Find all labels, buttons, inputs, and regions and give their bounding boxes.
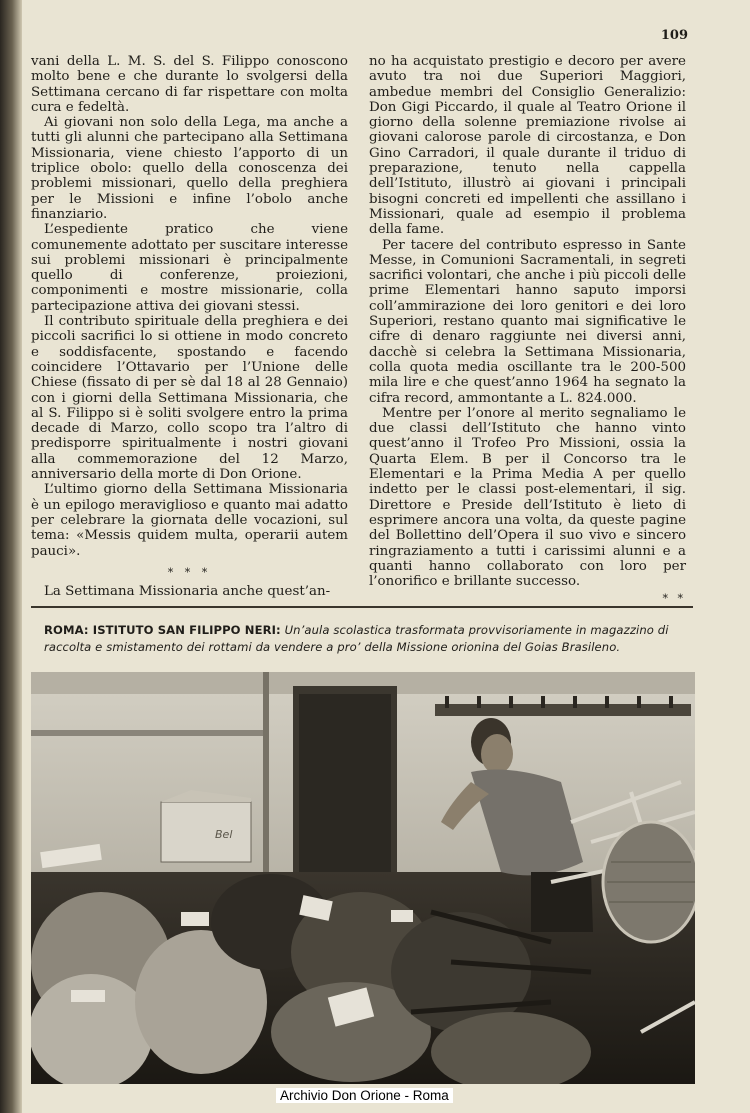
- paragraph: no ha acquistato prestigio e decoro per avere avuto tra noi due Superiori Maggiori, ambedue membri del Consiglio Generalizio: Don Gigi Piccardo, il quale al Teatro Orione il giorno della solenne premiazione rivolse ai giovani calorose parole di circostanza, e Don Gino Carradori, il quale durante il triduo di preparazione, tenuto nella cappella dell’Istituto, illustrò ai giovani i principali bisogni concreti ed impellenti che assillano i Missionari, quale ad esempio il problema della fame.: [369, 54, 686, 238]
- page-number: 109: [660, 28, 688, 43]
- section-separator: * * *: [167, 565, 212, 579]
- paragraph: Mentre per l’onore al merito segnaliamo le due classi dell’Istituto che hanno vinto quest’anno il Trofeo Pro Missioni, ossia la Quarta Elem. B per il Concorso tra le Elementari e la Prima Media A per quello indetto per le classi post-elementari, il sig. Direttore e Preside dell’Istituto è lieto di esprimere ancora una volta, da queste pagine del Bollettino dell’Opera il suo vivo e sincero ringraziamento a tutti i carissimi alunni e a quanti hanno collaborato con loro per l’onorifico e brillante successo.: [369, 405, 686, 590]
- photo-caption: [44, 622, 694, 656]
- paragraph: La Settimana Missionaria anche quest’an-: [44, 584, 331, 600]
- section-divider: [31, 606, 693, 608]
- paragraph: L’ultimo giorno della Settimana Missionaria è un epilogo meraviglioso e quanto mai adatto per celebrare la giornata delle vocazioni, sul tema: «Messis quidem multa, operarii autem pauci».: [31, 482, 348, 559]
- right-column: [369, 54, 686, 607]
- photo-illustration: [31, 672, 695, 1084]
- caption-heading: ROMA: ISTITUTO SAN FILIPPO NERI:: [44, 623, 281, 637]
- end-mark: * *: [662, 592, 686, 606]
- paragraph: vani della L. M. S. del S. Filippo conoscono molto bene e che durante lo svolgersi della Settimana cercano di far rispettare con molta cura e fedeltà.: [31, 54, 348, 115]
- paragraph: Il contributo spirituale della preghiera e dei piccoli sacrifici lo si ottiene in modo concreto e soddisfacente, spostando e facendo coincidere l’Ottavario per l’Unione delle Chiese (fissato di per sè dal 18 al 28 Gennaio) con i giorni della Settimana Missionaria, che al S. Filippo si è soliti svolgere entro la prima decade di Marzo, collo scopo tra l’altro di predisporre spiritualmente i nostri giovani alla commemorazione del 12 Marzo, anniversario della morte di Don Orione.: [31, 314, 348, 483]
- box-label: Bel: [215, 828, 233, 841]
- paragraph: Per tacere del contributo espresso in Sante Messe, in Comunioni Sacramentali, in segreti sacrifici volontari, che anche i più piccoli delle prime Elementari hanno saputo imporsi coll’ammirazione dei loro genitori e dei loro Superiori, restano quanto mai significative le cifre di denaro raggiunte nei diversi anni, dacchè si celebra la Settimana Missionaria, colla quota media oscillante tra le 200-500 mila lire e che quest’anno 1964 ha segnato la cifra record, ammontante a L. 824.000.: [369, 237, 686, 406]
- paragraph: L’espediente pratico che viene comunemente adottato per suscitare interesse sui problemi missionari è principalmente quello di conferenze, proiezioni, componimenti e mostre missionarie, colla partecipazione attiva dei giovani stessi.: [31, 222, 348, 314]
- photo-storage-room: [31, 672, 695, 1084]
- archive-watermark: Archivio Don Orione - Roma: [276, 1088, 453, 1103]
- paragraph: Ai giovani non solo della Lega, ma anche a tutti gli alunni che partecipano alla Settimana Missionaria, viene chiesto l’apporto di un triplice obolo: quello della conoscenza dei problemi missionari, quello della preghiera per le Missioni e infine l’obolo anche finanziario.: [31, 115, 348, 222]
- left-column: [31, 54, 348, 599]
- page-binding-edge: [0, 0, 22, 1113]
- caption-text: Un’aula scolastica trasformata provvisoriamente in magazzino di raccolta e smistamento dei rottami da vendere a pro’ della Missione orionina del Goias Brasileno.: [44, 623, 669, 654]
